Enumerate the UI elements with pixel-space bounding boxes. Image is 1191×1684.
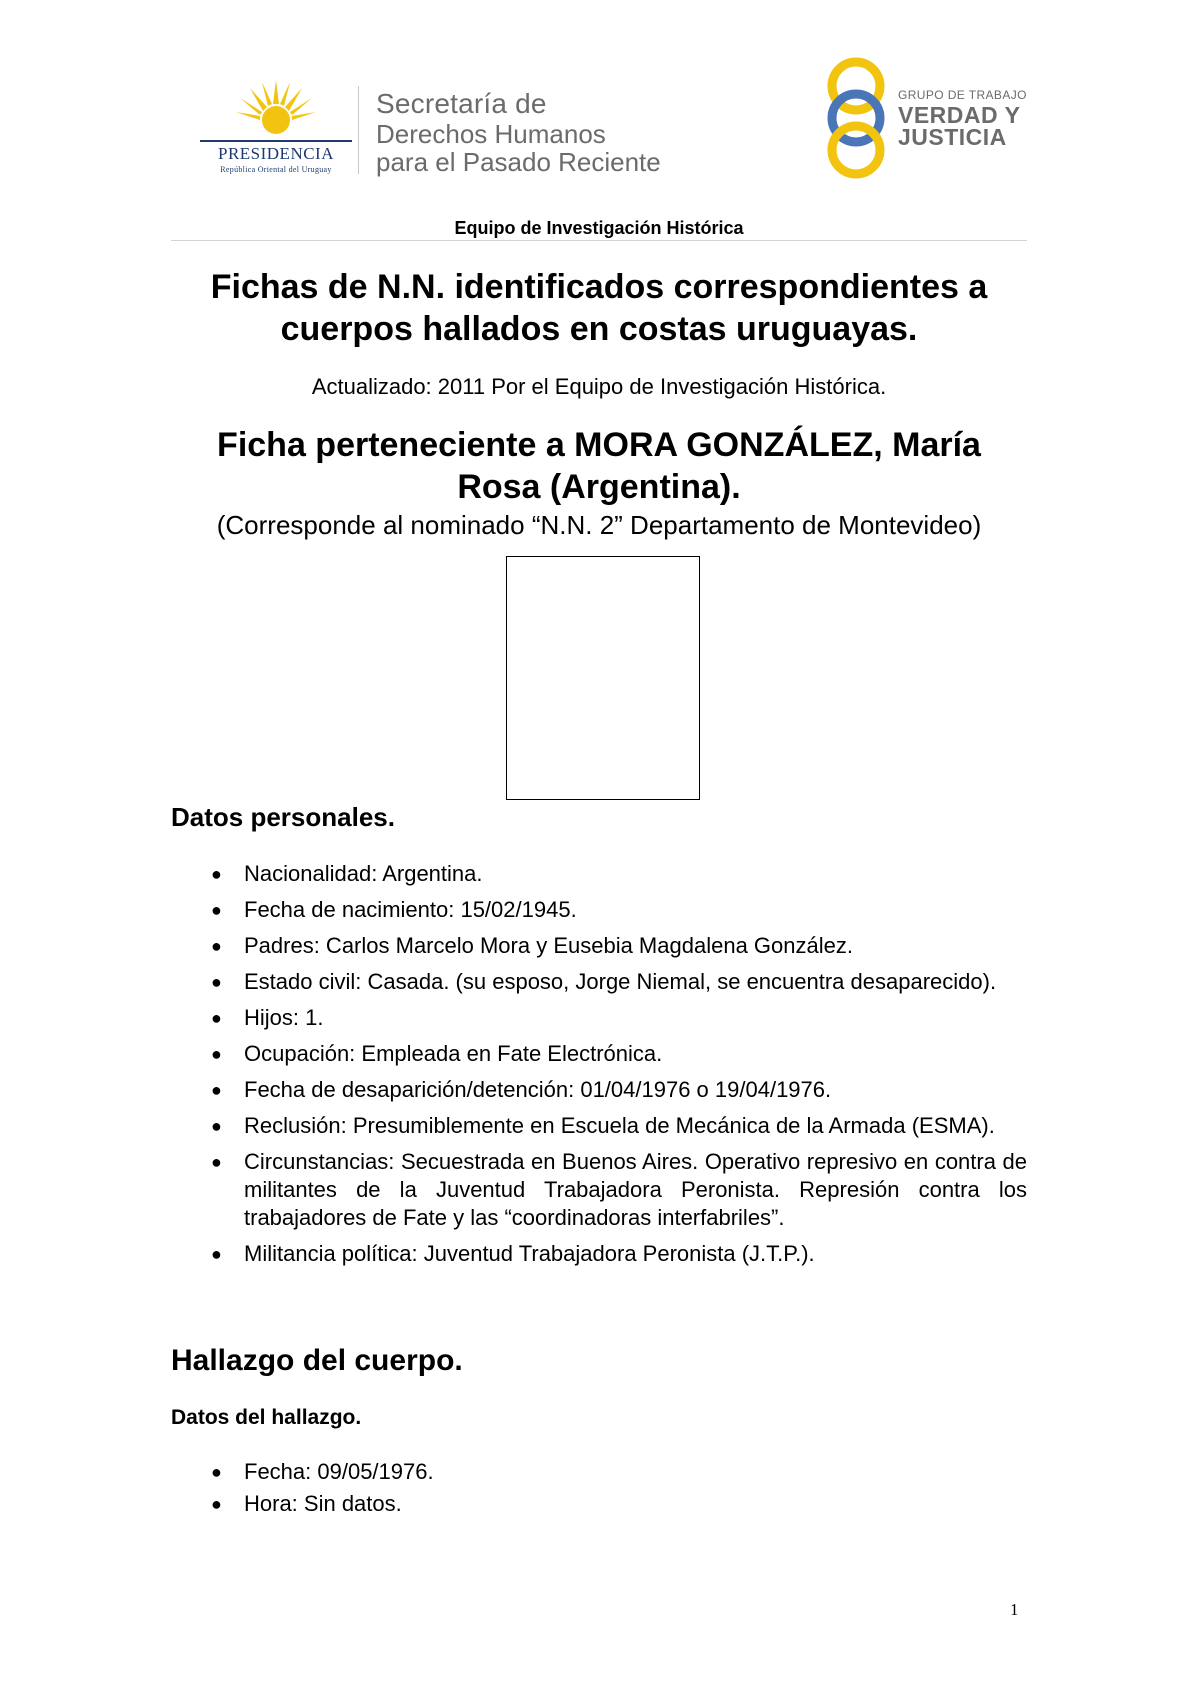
- presidencia-name: PRESIDENCIA: [217, 144, 334, 163]
- ficha-title-line1: Ficha perteneciente a MORA GONZÁLEZ, María: [217, 426, 981, 464]
- list-item: [171, 896, 1027, 924]
- list-item: [171, 860, 1027, 888]
- list-item-text: Reclusión: Presumiblemente en Escuela de Mecánica de la Armada (ESMA).: [244, 1113, 995, 1138]
- list-item: [171, 1004, 1027, 1032]
- grupo-line1: GRUPO DE TRABAJO: [898, 88, 1027, 102]
- datos-personales-heading: Datos personales.: [171, 802, 395, 832]
- ficha-title: [171, 424, 1027, 508]
- updated-note: Actualizado: 2011 Por el Equipo de Investigación Histórica.: [311, 374, 887, 399]
- ficha-title-line2: Rosa (Argentina).: [457, 468, 741, 506]
- list-item: [171, 932, 1027, 960]
- presidencia-subtitle: República Oriental del Uruguay: [220, 165, 332, 174]
- list-item: [171, 1490, 1027, 1518]
- list-item-text: Padres: Carlos Marcelo Mora y Eusebia Magdalena González.: [244, 933, 853, 958]
- photo-placeholder: [506, 556, 700, 800]
- hallazgo-heading: Hallazgo del cuerpo.: [171, 1344, 463, 1377]
- list-item: [171, 1148, 1027, 1232]
- logo-divider: [358, 86, 359, 174]
- team-header: Equipo de Investigación Histórica: [454, 218, 744, 238]
- list-item-text: Hijos: 1.: [244, 1005, 324, 1030]
- secretaria-line1: Secretaría de: [376, 88, 547, 119]
- bullet-icon: ●: [211, 864, 222, 884]
- bullet-icon: ●: [211, 1462, 222, 1482]
- bullet-icon: ●: [211, 900, 222, 920]
- list-item: [171, 1240, 1027, 1268]
- page-number: 1: [1010, 1600, 1019, 1619]
- secretaria-logo: [376, 88, 661, 176]
- bullet-icon: ●: [211, 1080, 222, 1100]
- ficha-subtitle: (Corresponde al nominado “N.N. 2” Departamento de Montevideo): [216, 510, 982, 540]
- list-item: [171, 1458, 1027, 1486]
- secretaria-line3: para el Pasado Reciente: [376, 147, 661, 177]
- bullet-icon: ●: [211, 1008, 222, 1028]
- list-item-text: Fecha: 09/05/1976.: [244, 1459, 434, 1484]
- list-item-text: Circunstancias: Secuestrada en Buenos Aires. Operativo represivo en contra de militantes de la Juventud Trabajadora Peronista. Represión contra los trabajadores de Fate y las “coordinadoras interfabriles”.: [244, 1149, 1027, 1230]
- document-title-line1: Fichas de N.N. identificados correspondientes a: [210, 268, 988, 306]
- bullet-icon: ●: [211, 1494, 222, 1514]
- datos-hallazgo-subheading: Datos del hallazgo.: [171, 1406, 362, 1429]
- grupo-line3: JUSTICIA: [898, 124, 1007, 150]
- list-item-text: Nacionalidad: Argentina.: [244, 861, 483, 886]
- bullet-icon: ●: [211, 1044, 222, 1064]
- bullet-icon: ●: [211, 1116, 222, 1136]
- datos-personales-list: [171, 860, 1027, 1276]
- presidencia-rule: [200, 140, 352, 142]
- list-item-text: Fecha de nacimiento: 15/02/1945.: [244, 897, 577, 922]
- presidencia-logo: [196, 80, 356, 180]
- list-item-text: Ocupación: Empleada en Fate Electrónica.: [244, 1041, 663, 1066]
- document-title-line2: cuerpos hallados en costas uruguayas.: [280, 310, 918, 348]
- document-title: [171, 266, 1027, 350]
- list-item: [171, 968, 1027, 996]
- bullet-icon: ●: [211, 936, 222, 956]
- list-item-text: Estado civil: Casada. (su esposo, Jorge Niemal, se encuentra desaparecido).: [244, 969, 997, 994]
- header-rule: [171, 240, 1027, 241]
- list-item-text: Hora: Sin datos.: [244, 1491, 402, 1516]
- secretaria-line2: Derechos Humanos: [376, 119, 606, 149]
- hallazgo-list: [171, 1458, 1027, 1522]
- list-item: [171, 1040, 1027, 1068]
- bullet-icon: ●: [211, 972, 222, 992]
- bullet-icon: ●: [211, 1152, 222, 1172]
- list-item-text: Fecha de desaparición/detención: 01/04/1976 o 19/04/1976.: [244, 1077, 832, 1102]
- list-item: [171, 1112, 1027, 1140]
- grupo-line2: VERDAD Y: [898, 102, 1021, 128]
- sun-icon: [236, 80, 316, 136]
- list-item: [171, 1076, 1027, 1104]
- list-item-text: Militancia política: Juventud Trabajadora Peronista (J.T.P.).: [244, 1241, 815, 1266]
- bullet-icon: ●: [211, 1244, 222, 1264]
